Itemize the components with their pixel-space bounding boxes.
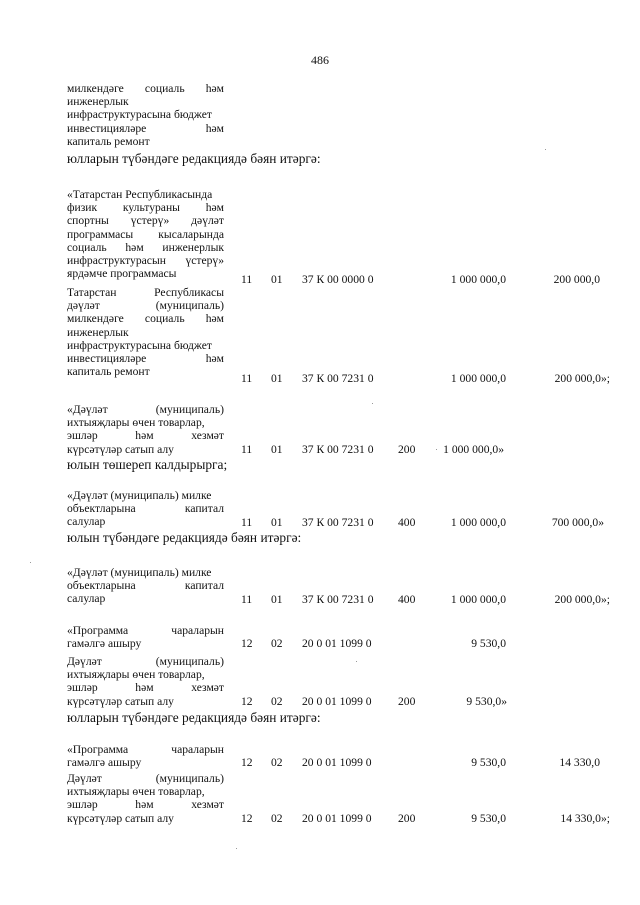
row-name-line: объектларына капитал (67, 579, 224, 593)
subsection-code: 01 (271, 443, 283, 456)
subsection-code: 02 (271, 695, 283, 708)
fragment-line: инженерлык (67, 95, 129, 109)
target-article-code: 37 К 00 7231 0 (302, 593, 374, 606)
row-name (67, 286, 224, 378)
sum-first: 1 000 000,0 (450, 273, 506, 286)
section-code: 11 (241, 443, 253, 456)
fragment-line: инфраструктурасына бюджет (67, 108, 212, 122)
expense-type-code: 200 (398, 695, 416, 708)
row-name-line: салулар (67, 515, 106, 529)
target-article-code: 37 К 00 7231 0 (302, 443, 374, 456)
row-name (67, 403, 224, 456)
section-code: 11 (241, 593, 253, 606)
sum-second: 14 330,0»; (560, 812, 610, 825)
subsection-code: 01 (271, 372, 283, 385)
page-number: 486 (311, 53, 329, 67)
target-article-code: 37 К 00 7231 0 (302, 372, 374, 385)
section-code: 12 (241, 812, 253, 825)
row-name (67, 655, 224, 708)
row-name-line: күрсәтүләр сатып алу (67, 811, 174, 825)
subsection-code: 02 (271, 812, 283, 825)
subsection-code: 01 (271, 593, 283, 606)
section-code: 11 (241, 516, 253, 529)
sum-first: 1 000 000,0» (443, 443, 504, 456)
target-article-code: 37 К 00 0000 0 (302, 273, 374, 286)
expense-type-code: 200 (398, 443, 416, 456)
row-name-line: ихтыяҗлары өчен товарлар, (67, 785, 205, 799)
scan-speck (356, 661, 357, 662)
scan-speck (372, 403, 373, 404)
row-name (67, 188, 224, 280)
row-name-line: «Дәүләт (муниципаль) милке (67, 489, 212, 502)
row-name-line: гамәлгә ашыру (67, 637, 142, 651)
scan-speck (30, 562, 31, 563)
sum-first: 9 530,0 (471, 637, 506, 650)
row-name (67, 566, 224, 606)
row-name-line: Дәүләт (муниципаль) (67, 655, 224, 668)
row-name-line: дәүләт (муниципаль) (67, 299, 224, 313)
sum-first: 9 530,0 (471, 812, 506, 825)
target-article-code: 37 К 00 7231 0 (302, 516, 374, 529)
subsection-code: 01 (271, 273, 283, 286)
row-name-line: объектларына капитал (67, 502, 224, 516)
row-name-line: капиталь ремонт (67, 365, 150, 379)
row-name-line: эшләр һәм хезмәт (67, 681, 224, 695)
row-name-line: ярдәмче программасы (67, 267, 177, 281)
instruction-restate: юлларын түбәндәге редакциядә бәян итәргә: (67, 151, 321, 166)
row-name-line: инвестицияләре һәм (67, 351, 224, 365)
row-name-line: милкендәге социаль һәм (67, 312, 224, 326)
fragment-line: милкендәге социаль һәм (67, 82, 224, 95)
row-name-line: эшләр һәм хезмәт (67, 798, 224, 812)
row-name-line: салулар (67, 592, 106, 606)
sum-first: 9 530,0 (471, 756, 506, 769)
row-name-line: эшләр һәм хезмәт (67, 429, 224, 443)
fragment-line: капиталь ремонт (67, 134, 150, 148)
row-name-line: күрсәтүләр сатып алу (67, 442, 174, 456)
section-code: 12 (241, 756, 253, 769)
sum-second: 200 000,0 (553, 273, 600, 286)
row-name-line: «Дәүләт (муниципаль) милке (67, 566, 212, 579)
section-code: 11 (241, 273, 253, 286)
expense-type-code: 400 (398, 593, 416, 606)
section-code: 12 (241, 695, 253, 708)
row-name-line: «Татарстан Республикасында (67, 188, 213, 201)
fragment-line: инвестицияләре һәм (67, 121, 224, 135)
row-name-line: ихтыяҗлары өчен товарлар, (67, 416, 205, 430)
scan-speck (236, 848, 237, 849)
instruction-restate: юлларын түбәндәге редакциядә бәян итәргә: (67, 710, 321, 725)
scan-speck (436, 449, 437, 450)
sum-first: 1 000 000,0 (450, 593, 506, 606)
row-name-line: «Программа чараларын (67, 743, 224, 756)
expense-type-code: 200 (398, 812, 416, 825)
sum-second: 200 000,0»; (554, 593, 610, 606)
row-name-line: программасы кысаларында (67, 227, 224, 241)
row-name-line: Татарстан Республикасы (67, 286, 224, 299)
subsection-code: 02 (271, 637, 283, 650)
sum-second: 200 000,0»; (554, 372, 610, 385)
row-name-line: инженерлык (67, 325, 129, 339)
sum-first: 1 000 000,0 (450, 516, 506, 529)
row-name-line: физик культураны һәм (67, 201, 224, 215)
instruction-restate-single: юлын түбәндәге редакциядә бәян итәргә: (67, 530, 302, 545)
row-name-line: Дәүләт (муниципаль) (67, 772, 224, 785)
target-article-code: 20 0 01 1099 0 (302, 637, 372, 650)
row-name (67, 772, 224, 825)
sum-first: 1 000 000,0 (450, 372, 506, 385)
sum-second: 14 330,0 (559, 756, 600, 769)
row-name-line: «Программа чараларын (67, 624, 224, 637)
row-name-line: «Дәүләт (муниципаль) (67, 403, 224, 416)
row-name (67, 624, 224, 650)
target-article-code: 20 0 01 1099 0 (302, 812, 372, 825)
row-name-line: күрсәтүләр сатып алу (67, 694, 174, 708)
sum-first: 9 530,0» (466, 695, 507, 708)
section-code: 12 (241, 637, 253, 650)
row-name (67, 489, 224, 529)
expense-type-code: 400 (398, 516, 416, 529)
row-name-line: ихтыяҗлары өчен товарлар, (67, 668, 205, 682)
row-name-line: инфраструктурасын үстерү» (67, 253, 224, 267)
instruction-delete: юлын төшереп калдырырга; (67, 457, 228, 472)
row-name-line: спортны үстерү» дәүләт (67, 214, 224, 228)
section-code: 11 (241, 372, 253, 385)
sum-second: 700 000,0» (551, 516, 604, 529)
row-name (67, 743, 224, 769)
target-article-code: 20 0 01 1099 0 (302, 695, 372, 708)
fragment-name (67, 82, 224, 148)
row-name-line: инфраструктурасына бюджет (67, 338, 212, 352)
scan-speck (545, 149, 546, 150)
subsection-code: 02 (271, 756, 283, 769)
row-name-line: гамәлгә ашыру (67, 756, 142, 770)
row-name-line: социаль һәм инженерлык (67, 240, 224, 254)
target-article-code: 20 0 01 1099 0 (302, 756, 372, 769)
subsection-code: 01 (271, 516, 283, 529)
